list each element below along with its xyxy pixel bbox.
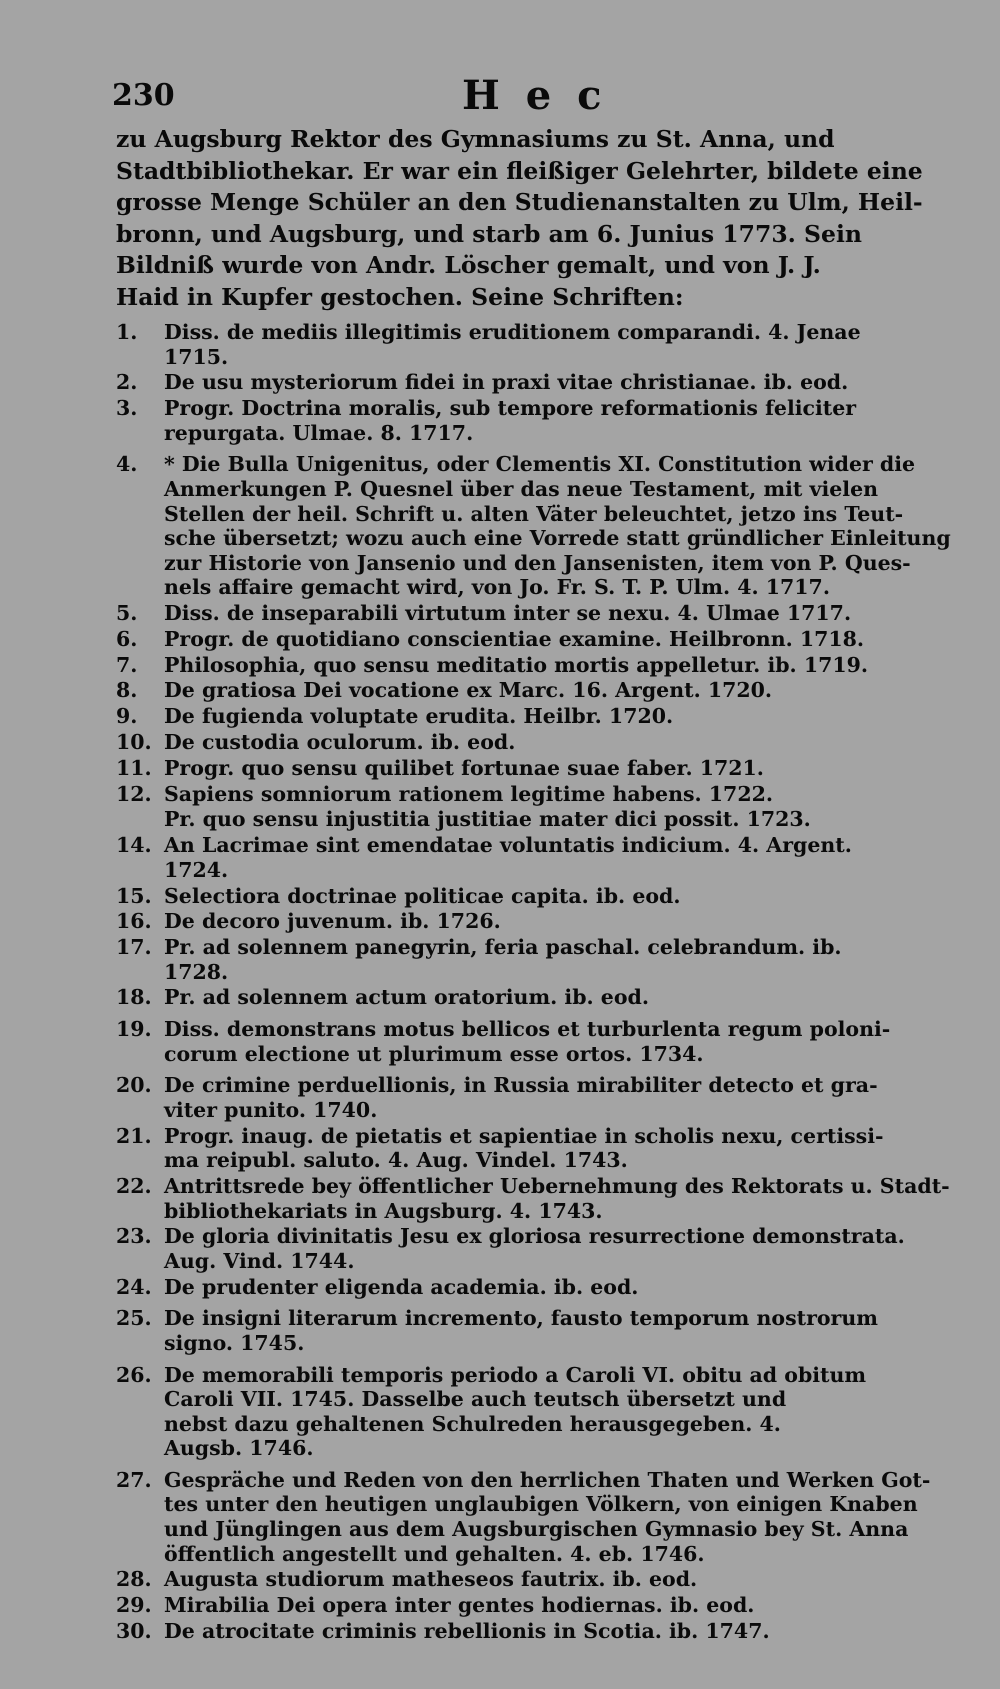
work-number: 14. (116, 833, 152, 858)
work-text-line: viter punito. 1740. (164, 1097, 378, 1122)
work-entry (116, 1173, 950, 1223)
work-entry (116, 985, 936, 1010)
work-entry (116, 452, 951, 600)
work-text-line: Pr. quo sensu injustitia justitiae mater dici possit. 1723. (164, 807, 811, 832)
work-number: 12. (116, 781, 152, 806)
work-text-line: Pr. ad solennem panegyrin, feria paschal. celebrandum. ib. (164, 935, 842, 960)
biography-line: zu Augsburg Rektor des Gymnasiums zu St. Anna, und (116, 125, 835, 153)
work-entry (116, 1124, 936, 1173)
work-entry (116, 884, 936, 909)
work-number: 7. (116, 652, 138, 677)
work-text-line: De custodia oculorum. ib. eod. (164, 730, 516, 754)
work-text-line: repurgata. Ulmae. 8. 1717. (164, 420, 474, 445)
work-text-line: ma reipubl. saluto. 4. Aug. Vindel. 1743. (164, 1148, 628, 1173)
work-entry (116, 782, 936, 807)
running-head: H e c (462, 72, 608, 119)
work-text-line: öffentlich angestellt und gehalten. 4. eb. 1746. (164, 1541, 705, 1566)
work-number: 1. (116, 320, 138, 344)
work-number: 28. (116, 1567, 152, 1592)
work-number: 30. (116, 1619, 152, 1643)
work-number: 5. (116, 601, 138, 626)
work-text-line: tes unter den heutigen unglaubigen Völkern, von einigen Knaben (164, 1492, 918, 1517)
work-text-line: Augusta studiorum matheseos fautrix. ib. eod. (164, 1567, 698, 1592)
work-text-line: Antrittsrede bey öffentlicher Uebernehmung des Rektorats u. Stadt- (164, 1173, 950, 1198)
work-number: 20. (116, 1073, 152, 1098)
work-number: 27. (116, 1467, 152, 1492)
biography-line: Haid in Kupfer gestochen. Seine Schriften: (116, 282, 684, 311)
work-text-line: De gratiosa Dei vocatione ex Marc. 16. Argent. 1720. (164, 678, 773, 703)
work-entry (116, 756, 936, 781)
work-text-line: Gespräche und Reden von den herrlichen Thaten und Werken Got- (164, 1467, 931, 1492)
work-text-line: Philosophia, quo sensu meditatio mortis appelletur. ib. 1719. (164, 652, 869, 677)
works-list (116, 320, 951, 1645)
work-text-line: Selectiora doctrinae politicae capita. ib. eod. (164, 883, 681, 908)
work-text-line: De insigni literarum incremento, fausto temporum nostrorum (164, 1306, 878, 1331)
biography-line: Bildniß wurde von Andr. Löscher gemalt, und von J. J. (116, 251, 821, 279)
work-text-line: Mirabilia Dei opera inter gentes hodiernas. ib. eod. (164, 1593, 755, 1618)
work-number: 8. (116, 678, 138, 703)
work-entry (116, 730, 936, 755)
work-text-line: De memorabili temporis periodo a Caroli VI. obitu ad obitum (164, 1362, 867, 1387)
work-text-line: Diss. de mediis illegitimis eruditionem comparandi. 4. Jenae (164, 320, 861, 344)
work-number: 17. (116, 935, 152, 960)
work-entry (116, 601, 936, 626)
work-entry (116, 320, 936, 369)
work-entry (116, 396, 936, 445)
work-entry (116, 807, 936, 832)
work-text-line: De atrocitate criminis rebellionis in Scotia. ib. 1747. (164, 1619, 770, 1643)
work-text-line: Stellen der heil. Schrift u. alten Väter beleuchtet, jetzo ins Teut- (164, 501, 904, 526)
work-number: 26. (116, 1362, 152, 1387)
work-number: 19. (116, 1017, 152, 1042)
work-entry (116, 1593, 936, 1618)
work-text-line: An Lacrimae sint emendatae voluntatis indicium. 4. Argent. (164, 833, 852, 858)
work-entry (116, 1073, 936, 1122)
work-text-line: zur Historie von Jansenio und den Jansenisten, item von P. Ques- (164, 550, 911, 575)
work-text-line: Progr. quo sensu quilibet fortunae suae faber. 1721. (164, 755, 764, 780)
work-text-line: sche übersetzt; wozu auch eine Vorrede statt gründlicher Einleitung (164, 526, 951, 551)
work-number: 15. (116, 883, 152, 908)
work-text-line: Pr. ad solennem actum oratorium. ib. eod. (164, 985, 649, 1010)
work-text-line: corum electione ut plurimum esse ortos. 1734. (164, 1041, 704, 1066)
work-text-line: De gloria divinitatis Jesu ex gloriosa resurrectione demonstrata. (164, 1224, 905, 1249)
work-entry (116, 1275, 936, 1300)
work-number: 16. (116, 909, 152, 934)
work-number: 2. (116, 370, 138, 395)
work-text-line: Progr. inaug. de pietatis et sapientiae in scholis nexu, certissi- (164, 1123, 884, 1148)
work-entry (116, 1306, 936, 1355)
work-entry (116, 1619, 936, 1644)
work-text-line: Aug. Vind. 1744. (164, 1248, 355, 1273)
biography-line: Stadtbibliothekar. Er war ein fleißiger Gelehrter, bildete eine (116, 156, 923, 185)
work-number: 29. (116, 1593, 152, 1618)
work-text-line: Diss. de inseparabili virtutum inter se nexu. 4. Ulmae 1717. (164, 601, 852, 626)
work-number: 25. (116, 1306, 152, 1331)
work-entry (116, 935, 936, 984)
work-text-line: De crimine perduellionis, in Russia mirabiliter detecto et gra- (164, 1073, 878, 1098)
work-entry (116, 370, 936, 395)
work-entry (116, 704, 936, 729)
work-text-line: Sapiens somniorum rationem legitime habens. 1722. (164, 781, 773, 806)
work-entry (116, 833, 936, 882)
work-text-line: 1724. (164, 857, 229, 882)
work-number: 24. (116, 1274, 152, 1299)
work-text-line: 1715. (164, 344, 229, 369)
work-entry (116, 1017, 936, 1066)
work-text-line: De decoro juvenum. ib. 1726. (164, 909, 501, 934)
biography-paragraph (116, 124, 932, 313)
work-text-line: nebst dazu gehaltenen Schulreden herausgegeben. 4. (164, 1411, 781, 1436)
work-number: 22. (116, 1173, 152, 1198)
work-entry (116, 678, 936, 703)
biography-line: bronn, und Augsburg, und starb am 6. Junius 1773. Sein (116, 219, 862, 248)
work-number: 18. (116, 985, 152, 1010)
work-number: 11. (116, 755, 152, 780)
work-number: 21. (116, 1123, 152, 1148)
work-number: 4. (116, 452, 138, 477)
work-entry (116, 1363, 936, 1461)
work-number: 10. (116, 730, 152, 754)
work-text-line: Diss. demonstrans motus bellicos et turburlenta regum poloni- (164, 1017, 891, 1042)
work-text-line: Progr. de quotidiano conscientiae examine. Heilbronn. 1718. (164, 626, 865, 651)
work-number: 6. (116, 626, 138, 651)
work-text-line: 1728. (164, 959, 229, 984)
work-number: 3. (116, 396, 138, 421)
work-text-line: Progr. Doctrina moralis, sub tempore reformationis feliciter (164, 396, 857, 421)
work-text-line: Anmerkungen P. Quesnel über das neue Testament, mit vielen (164, 476, 879, 501)
work-text-line: nels affaire gemacht wird, von Jo. Fr. S. T. P. Ulm. 4. 1717. (164, 575, 830, 600)
work-entry (116, 1468, 936, 1566)
work-number: 9. (116, 704, 138, 729)
work-entry (116, 1567, 936, 1592)
work-entry (116, 627, 936, 652)
work-text-line: bibliothekariats in Augsburg. 4. 1743. (164, 1198, 603, 1223)
work-entry (116, 653, 936, 678)
work-text-line: Augsb. 1746. (164, 1436, 314, 1461)
work-entry (116, 909, 936, 934)
work-entry (116, 1224, 936, 1273)
work-text-line: De prudenter eligenda academia. ib. eod. (164, 1274, 639, 1299)
work-text-line: De usu mysteriorum fidei in praxi vitae christianae. ib. eod. (164, 370, 849, 395)
page-number: 230 (112, 78, 175, 113)
work-text-line: und Jünglingen aus dem Augsburgischen Gymnasio bey St. Anna (164, 1517, 909, 1542)
work-text-line: Caroli VII. 1745. Dasselbe auch teutsch übersetzt und (164, 1387, 787, 1412)
work-number: 23. (116, 1224, 152, 1249)
biography-line: grosse Menge Schüler an den Studienanstalten zu Ulm, Heil- (116, 188, 923, 216)
work-text-line: * Die Bulla Unigenitus, oder Clementis XI. Constitution wider die (164, 452, 916, 477)
work-text-line: signo. 1745. (164, 1330, 305, 1355)
page-header (112, 72, 932, 119)
work-text-line: De fugienda voluptate erudita. Heilbr. 1720. (164, 704, 674, 729)
